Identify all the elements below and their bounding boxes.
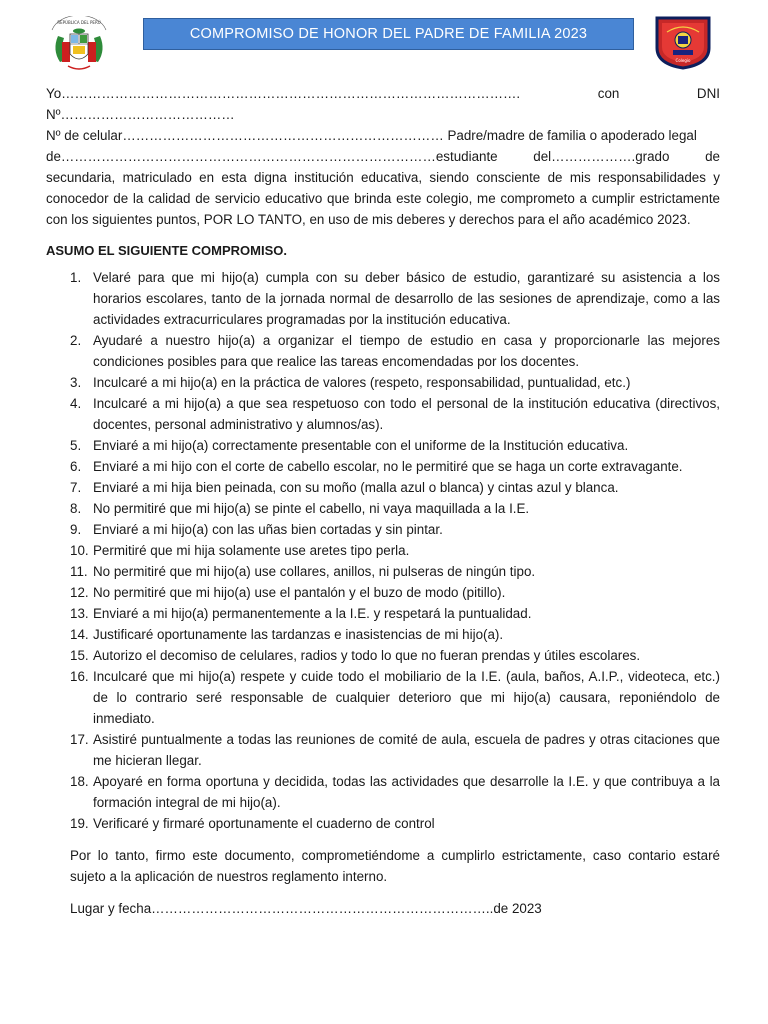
list-item-number: 13. xyxy=(70,606,89,621)
list-item-text: Justificaré oportunamente las tardanzas e inasistencias de mi hijo(a). xyxy=(93,627,504,642)
list-item-text: Enviaré a mi hijo(a) correctamente presentable con el uniforme de la Institución educativa. xyxy=(93,438,629,453)
list-item-number: 19. xyxy=(70,816,89,831)
list-item-text: Autorizo el decomiso de celulares, radios y todo lo que no fueran prendas y útiles escolares. xyxy=(93,648,641,663)
list-item-number: 5. xyxy=(70,438,82,453)
list-item-text: Enviaré a mi hijo(a) permanentemente a la I.E. y respetará la puntualidad. xyxy=(93,606,532,621)
list-item-number: 2. xyxy=(70,333,82,348)
intro-line-student: de…………………………………………………………………………estudiante del……………….grado de xyxy=(46,149,720,164)
list-item-number: 12. xyxy=(70,585,89,600)
list-item-number: 7. xyxy=(70,480,82,495)
list-item-text: Ayudaré a nuestro hijo(a) a organizar el tiempo de estudio en casa y proporcionarle las mejores condiciones posibles para que realice las tareas encomendadas por los docentes. xyxy=(93,333,720,369)
list-item-text: Inculcaré a mi hijo(a) en la práctica de valores (respeto, responsabilidad, puntualidad, etc.) xyxy=(93,375,631,390)
place-date-line: Lugar y fecha…………………………………………………………………..de 2023 xyxy=(70,901,542,916)
list-item-number: 16. xyxy=(70,669,89,684)
right-emblem-caption: Colegio xyxy=(675,58,691,63)
list-item-text: Apoyaré en forma oportuna y decidida, todas las actividades que desarrolle la I.E. y que contribuya a la formación integral de mi hijo(a). xyxy=(93,774,720,810)
list-item-number: 3. xyxy=(70,375,82,390)
list-item-text: Permitiré que mi hija solamente use aretes tipo perla. xyxy=(93,543,410,558)
list-item xyxy=(46,498,720,519)
list-item-number: 10. xyxy=(70,543,89,558)
list-item xyxy=(46,477,720,498)
list-item xyxy=(46,771,720,813)
list-item-text: Inculcaré a mi hijo(a) a que sea respetuoso con todo el personal de la institución educativa (directivos, docentes, personal administrativo y alumnos/as). xyxy=(93,396,720,432)
list-item xyxy=(46,519,720,540)
list-item xyxy=(46,729,720,771)
list-item-text: No permitiré que mi hijo(a) use el pantalón y el buzo de modo (pitillo). xyxy=(93,585,506,600)
list-item xyxy=(46,540,720,561)
list-item xyxy=(46,330,720,372)
document-title: COMPROMISO DE HONOR DEL PADRE DE FAMILIA 2023 xyxy=(143,18,634,50)
list-item-number: 15. xyxy=(70,648,89,663)
list-item-text: No permitiré que mi hijo(a) use collares, anillos, ni pulseras de ningún tipo. xyxy=(93,564,536,579)
list-item-number: 18. xyxy=(70,774,89,789)
list-item-number: 4. xyxy=(70,396,82,411)
list-item xyxy=(46,435,720,456)
list-item xyxy=(46,666,720,729)
list-item xyxy=(46,393,720,435)
peru-coat-of-arms-icon xyxy=(44,16,114,76)
list-item-text: Enviaré a mi hijo con el corte de cabello escolar, no le permitiré que se haga un corte extravagante. xyxy=(93,459,683,474)
school-crest-icon xyxy=(653,14,713,70)
closing-paragraph: Por lo tanto, firmo este documento, comprometiéndome a cumplirlo estrictamente, caso contario estaré sujeto a la aplicación de nuestros reglamento interno. xyxy=(70,848,720,884)
list-item-text: Velaré para que mi hijo(a) cumpla con su deber básico de estudio, garantizaré su asistencia a los horarios escolares, tanto de la jornada normal de desarrollo de las sesiones de aprendizaje, como a las actividades extracurriculares programadas por la institución educativa. xyxy=(93,270,720,327)
list-item xyxy=(46,582,720,603)
commitment-list xyxy=(46,267,720,834)
intro-line-name-dni: Yo…………………………………………………………………………………………. con DNI Nº………………………………… xyxy=(46,86,720,122)
list-item-number: 11. xyxy=(70,564,88,579)
list-item xyxy=(46,603,720,624)
list-item-number: 8. xyxy=(70,501,82,516)
list-item xyxy=(46,372,720,393)
left-emblem-caption: REPÚBLICA DEL PERÚ xyxy=(57,20,101,25)
list-item-text: Verificaré y firmaré oportunamente el cuaderno de control xyxy=(93,816,435,831)
list-item-text: Enviaré a mi hijo(a) con las uñas bien cortadas y sin pintar. xyxy=(93,522,443,537)
document-body xyxy=(46,83,720,919)
list-item-text: Asistiré puntualmente a todas las reuniones de comité de aula, escuela de padres y otras citaciones que me hicieran llegar. xyxy=(93,732,720,768)
list-item-number: 1. xyxy=(70,270,82,285)
intro-paragraph xyxy=(46,83,720,230)
intro-line-phone: Nº de celular……………………………………………………………… Padre/madre de familia o apoderado legal xyxy=(46,128,697,143)
list-item xyxy=(46,561,720,582)
list-item-number: 14. xyxy=(70,627,89,642)
section-heading: ASUMO EL SIGUIENTE COMPROMISO. xyxy=(46,243,288,258)
intro-body: secundaria, matriculado en esta digna institución educativa, siendo consciente de mis responsabilidades y conocedor de la calidad de servicio educativo que brinda este colegio, me comprometo a cumplir estrictamente con los siguientes puntos, POR LO TANTO, en uso de mis deberes y derechos para el año académico 2023. xyxy=(46,170,720,227)
list-item xyxy=(46,267,720,330)
list-item xyxy=(46,813,720,834)
list-item xyxy=(46,645,720,666)
list-item-text: Enviaré a mi hija bien peinada, con su moño (malla azul o blanca) y cintas azul y blanca. xyxy=(93,480,619,495)
list-item-text: No permitiré que mi hijo(a) se pinte el cabello, ni vaya maquillada a la I.E. xyxy=(93,501,530,516)
list-item xyxy=(46,456,720,477)
list-item-number: 9. xyxy=(70,522,82,537)
list-item xyxy=(46,624,720,645)
list-item-number: 6. xyxy=(70,459,82,474)
list-item-text: Inculcaré que mi hijo(a) respete y cuide todo el mobiliario de la I.E. (aula, baños, A.I.P., videoteca, etc.) de lo contrario seré responsable de cualquier deterioro que mi hijo(a) causara, reponiéndolo de inmediato. xyxy=(93,669,720,726)
list-item-number: 17. xyxy=(70,732,89,747)
